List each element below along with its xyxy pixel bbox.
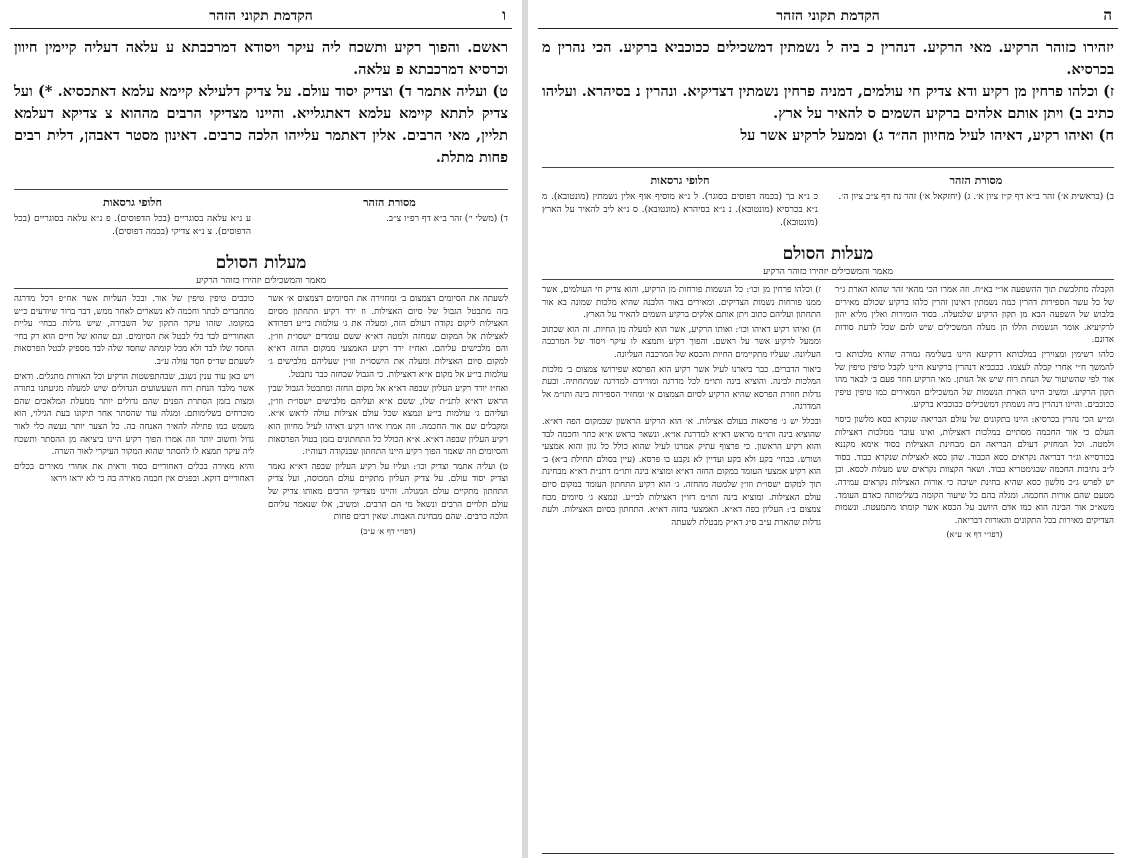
right-page-header: [538, 0, 1118, 29]
right-page: [528, 0, 1128, 858]
commentary-paragraph: ואח״ז יורד רקיע העליון שבפה דא״א אל מקום החזה ומתבטל הגבול שבין הראש דא״א לתנ״ת שלו, ששם א״א ועליהם מלבישים ישסו״ת וזו״ן, ועליהם ג׳ עולמות בי״ע ונמצא שכל עולם אצילות עולה לראש א״א. ומקבלים שם אור החכמה. וזה אמרו איהו רקיע דאיהו לעיל מחיוון הוא רקיע העליון שבפה דא״א. א״א הכולל כל התחתונים בזמן בטול הפרסאות והסיומים וזה שאמר הפוך רקיע היינו התחתון שבנקודה דעוה״ז.: [268, 384, 508, 458]
zohar-text: [14, 37, 508, 169]
commentary-paragraph: ח) ואיהו רקיע דאיהו וכו׳: ואותו הרקיע, אשר הוא למעלה מן החיות. זה הוא שכתוב וממעל לרקיע אשר על ראשם. והפוך רקיע ותמצא לו עיקר ויסוד של המרכבה העליונה. שעליו מתקיימים החיות והכסא של המרכבה העליונה.: [542, 324, 821, 360]
notes-text: ד) (משלי י׳) זהר ב״א דף רפ״ו צ״ב.: [385, 214, 508, 224]
commentary-columns: [542, 279, 1114, 542]
page-number: ו: [502, 6, 506, 24]
zohar-paragraph: יזהירו כזוהר הרקיע. מאי הרקיע. דנהרין כ ביה ל נשמתין דמשכילים ככוכביא ברקיע. הכי נהרין מ בכרסיא.: [542, 39, 1114, 78]
commentary-paragraph: ט) ועליה אתמר וצדיק וכו׳: ועליו על רקיע העליון שבפה דא״א נאמר וצדיק יסוד עולם. על צדיק העליון מתקיים עולם המכוסה, ועל צדיק התחתון מתקיים עולם המגולה. והיינו מצדיקי הרבים מאותו צדיק של עולם תלויים הרבים ונשאל מי הם הרבים. ומשיב, אלו שנאמר עליהם הלכה כרבים. שהם מבחינת האבות. שאין רבים פחות: [268, 461, 508, 523]
commentary-paragraph: ויש כאן עוד ענין נשגב, שבהתפשטות הרקיע וכל האורות מתגלים. ודאים אשר מלבד הנחת רוח השעשועים הגדולים שיש למעלה מגיעתנו בתורה ומצות בזמן הסתרת הפנים שהם גדולים יותר ממעלת המלאכים שהם מוכרחים בשלימותם. ומגלה עוד שהסתר אחר תיקונו בעת הגילוי, הוא משמש כמו פתילה להאיר האנחה בה. כל הצער יותר נעשה כלי לאור גדול וחשוב יותר וזה אמרו הפוך רקיע היינו ביציאה מן ההסתר ותשכח ליה עיקר תמצא לו להסתר שהוא המקור העיקרי לאור השרה.: [14, 371, 254, 458]
bottom-rule: [542, 853, 1114, 854]
left-page: [0, 0, 523, 858]
commentary-paragraph: לשעתה את הסיומים דצמצום ב׳ ומחזירה את הסיומים דצמצום א׳ אשר בזה מתבטל הגבול של סיום האצילות. וז ירד רקיע התחתון מסיום האצילות ליקום נקודה דעולם הזה, ומעלה את ג׳ עולמות בי״ע דפרודא לאצילות אל המקום שמחזה ולמטה דא״א ששם עומדים ישסו״ת וזו״ן. והם מלבישים עליהם. ואח״ז ירד רקיע האמצעי ממקום החזה דא״א למקום סיום האצילות ומעלה את הישסו״ת וזו״ן שעליהם מלבישים ג׳ עולמות בי״ע אל מקום א״א דאצילות. כי הגבול שבחזה כבר נתבטל.: [268, 294, 508, 380]
commentary-paragraph: ובכלל יש ג׳ פרסאות בעולם אצילות. א׳ הוא הרקיע הראשון שבמקום הפה דא״א. שהוציא בינה ותו״מ מראש דא״א למדרגת או״א. ונשאר בראש א״א כתר וחכמה לבד והוא רקיע הראשון. כי פרצוף עתיק אמרנו לעיל שהוא כולל כל גוון והוא אמצעי ושורש. בבחי׳ בקע ולא בקע ועדיין לא נקבע בו פרסא. (עיין בסולם תחילת ב״א) ב׳ הוא רקיע אמצעי העומד במקום החזה דא״א ומוציא בינה ותו״מ דתנ״ת דא״א מבחינת תוך למקום ישסו״ת וזו״ן שלמטה מהחזה. ג׳ הוא רקיע התחתון העומד במקום סיום עולם האצילות. ומוציא בינה ותו״מ דזו״ן דאצילות לבי״ע. ונמצא ג׳ סיומים מכח צמצום ב׳: העליון בפה דא״א. האמצעי בחזה דא״א. התחתון בסיום האצילות. ולעת גדלות שהארת ע״ב ס״ג דא״ק מבטלת לשעתה: [542, 416, 821, 528]
zohar-paragraph: ז) וכלהו פרחין מן רקיע ודא צדיק חי עולמים, דמניה פרחין נשמתין דצדיקיא. ונהרין נ בסיהרא. ועליהו כתיב ב) ויתן אותם אלהים ברקיע השמים ס להאיר על ארץ.: [542, 83, 1114, 122]
sulam-subtitle: מאמר והמשכילים יזהירו כזוהר הרקיע: [196, 276, 326, 286]
commentary-column-right: [835, 284, 1114, 542]
notes-heading: חלופי גרסאות: [650, 174, 710, 187]
commentary-columns: [14, 288, 508, 538]
commentary-paragraph: ומ״ש הכי נהרין בכרסיא: היינו בתקונים של עולם הבריאה שנקרא כסא מלשון כיסוי העלם כי אור החכמה מסתיים במלכות דאצילות, ואינו עובר ממלכות דאצילות ולמטה. וכל המחזיק דעולם הבריאה הם מבחינת האצילות בסוד אימא מקננא בכורסייא וג״ר דבריאה נקראים כסא הכבוד. שהן כסא לאצילות שנקרא כבוד. בסוד ל״ב נתיבות החכמה שבגימטריא כבוד. ושאר הקצוות נקראים שש מעלות לכסא. וכן יש לפרש ג״כ מלשון כסא שהיא בחינת ישיבה כי אורות האצילות נקראים עמידה. מטעם שהם אורות החכמה. ומגלה בהם כל שיעור הקומה בשלימותה כאדם העומד. משא״כ אור הבינה הוא כמו אדם היושב על הכסא אשר קומתו מתמעטת. ונשמות הצדיקים מאירות בכל התקונים והאורות דבריאה.: [835, 414, 1114, 526]
commentary-paragraph: והיא מאירה בכלים דאחוריים בסוד וראית את אחורי מאירים בכלים דאחוריים דוקא. ובפנים אין חכמה מאירה בה כי לא יראו ויראו: [14, 461, 254, 485]
notes-heading: חלופי גרסאות: [102, 196, 163, 209]
notes-text: ב) (בראשית א׳) זהר ב״א דף ק״ז ציון א׳. ג) (יחזקאל א׳) זהר נח דף צ״ב ציון ה׳.: [838, 192, 1114, 202]
left-page-header: [10, 0, 512, 29]
notes-masoret: [838, 174, 1114, 230]
footer-note: (דפו״י דף א׳ ע״א): [946, 530, 1003, 540]
notes-variants: [542, 174, 818, 230]
running-title: הקדמת תקוני הזהר: [776, 8, 880, 24]
commentary-paragraph: ביאור הדברים. כבר ביארנו לעיל אשר רקיע הוא הפרסא שפירושו צמצום ב׳ מלכות המלכות לבינה. והוציא בינה ותו״מ לכל מדרגה ומורידם למדרגה שמתחתיה. ובעת גדלות חוזרת הפרסא שהיא הרקיע לסיום הצמצום א׳ ומחזיר הספירות בינה ותו״מ אל המדרגה.: [542, 364, 821, 413]
notes-masoret: [271, 196, 508, 239]
sulam-title: מעלות הסולם: [215, 253, 307, 273]
commentary-column-left: [14, 293, 254, 538]
commentary-paragraph: כלהו רשימין ומצוירין במלכותא דרקיעא היינו בשלימה גמורה שהיא מלכותא כי להמשך ח״י אחרי קבלה לעצמו. כככביא דנהרין ברקיעא היינו לקבל טיפין טיפין של אור לפי שהשיעור של הנחת רוח שיש אל הנותן. מאי הרקיע חוזר פעם ב׳ לבאר מהו תקון הרקיע. ומשיב היינו הארת הנשמות של המשכילים המאירים כמו טיפין טיפין ככוכבים. והיינו דנהרין ביה נשמתין דמשכילים ככוכביא ברקיע.: [835, 349, 1114, 411]
notes-heading: מסורת הזהר: [363, 196, 416, 209]
zohar-paragraph: ראשם. והפוך רקיע ותשכח ליה עיקר ויסודא דמרכבתא ע עלאה דעליה קיימין חיוון וכרסיא דמרכבתא פ עלאה.: [14, 39, 508, 78]
notes-section: [542, 167, 1114, 230]
zohar-text: [542, 37, 1114, 147]
commentary-paragraph: הקבלה מתלבשת תוך ההשפעה או״י בא״ח. וזה אמרו הכי מהאי זהר שהוא הארת ג״ר של כל עשר הספירות דהרין כמה נשמתין דאינון זהרין כלהו ברקיע שכולם מאירים בלבוש של השפעה הבא מן תקון הרקיע שלמעלה. בסוד הזמירות ואלין מליא יהון לרקיעיא. אומר הנשמות הללו הן מעלה המשכילים שיש להם שכל לדעת סודות אדונם.: [835, 285, 1114, 346]
notes-heading: מסורת הזהר: [949, 174, 1003, 187]
notes-section: [14, 189, 508, 239]
commentary-paragraph: ז) וכלהו פרחין מן וכו׳: כל הנשמות פורחות מן הרקיע, והוא צדיק חי העולמים, אשר ממנו פורחות נשמות הצדיקים. ומאירים באור הלבנה שהיא מלכות שמונה בא אור התחתון ועליהם כתוב ויתן אותם אלקים ברקיע השמים להאיר על הארץ.: [542, 285, 821, 321]
sulam-subtitle: מאמר והמשכילים יזהירו כזוהר הרקיע: [763, 267, 893, 277]
notes-variants: [14, 196, 251, 239]
page-number: ה: [1103, 6, 1112, 24]
running-title: הקדמת תקוני הזהר: [209, 8, 313, 24]
notes-text: כ נ״א בך (בכמה דפוסים בסוגר). ל נ״א מוסיף אוף אלין נשמתין (מונטובא). מ נ״א בכרסיא (מונטובא). נ נ״א בסיהרא (מונטובא). ס נ״א ליב להאיר על הארץ (מונטובא).: [542, 192, 818, 228]
notes-text: ע נ״א עלאה בסוגריים (בכל הדפוסים). פ נ״א עלאה בסוגריים (בכל הדפוסים). צ נ״א צדיקי (בכמה דפוסים).: [14, 214, 251, 237]
commentary-column-left: [542, 284, 821, 542]
zohar-paragraph: ח) ואיהו רקיע, דאיהו לעיל מחיוון הה״ד ג) וממעל לרקיע אשר על: [740, 127, 1114, 144]
zohar-paragraph: ט) ועליה אתמר ד) וצדיק יסוד עולם. על צדיק דלעילא קיימא עלמא דאתכסיא. *) ועל צדיק לתתא קיימא עלמא דאתגלייא. והיינו מצדיקי הרבים מההוא צ צדיקא דעלמא תליין, מאי הרבים. אלין דאתמר עלייהו הלכה כרבים. דאינון מסטר דאבהן, דלית רבים פחות מתלת.: [14, 83, 508, 166]
sulam-title: מעלות הסולם: [782, 244, 874, 264]
footer-note: (דפו״י דף א׳ ע״ב): [360, 526, 416, 536]
commentary-column-right: [268, 293, 508, 538]
commentary-paragraph: כוכבים טיפין טיפין של אור. ובכל העליות אשר אח״פ דכל מדרגה מתחברים לכתר וחכמה לא נשארים לאחר ממש, דבר ברור שיודעים כ״ש במקומו. שזהו עיקר התקון של השבירה, שיש גדלות בבחי׳ עליית האחוריים לבד בלי לבטל את הסיומים. וגם שהוא של חיים הוא רק בחי׳ החסד שלו לבד ולא מכל קומתה שחסד שלה לבד מספיק לבטל הפרסאות לשעתם שד״ס חסד עולה ע״ב.: [14, 294, 254, 367]
